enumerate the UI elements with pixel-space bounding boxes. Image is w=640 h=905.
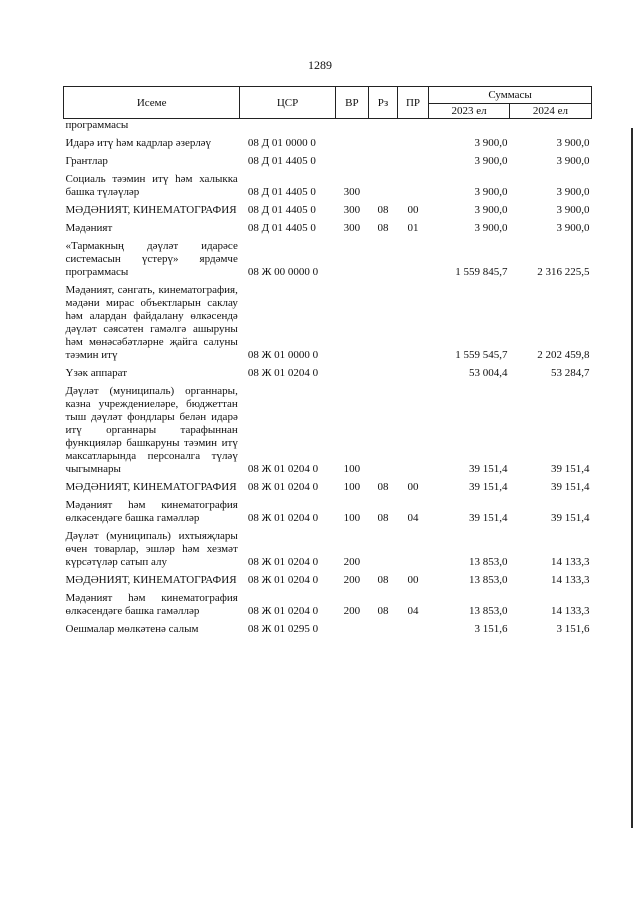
row-name: «Тармакның дәүләт идарәсе системасын үстерү» ярдәмче программасы	[65, 240, 238, 278]
row-vr: 300	[343, 222, 361, 234]
page-number: 1289	[308, 58, 332, 72]
row-vr	[335, 366, 368, 384]
row-name: Үзәк аппарат	[65, 367, 128, 379]
table-row	[64, 283, 592, 366]
table-row	[64, 136, 592, 154]
table-row	[64, 239, 592, 283]
header-year-2023: 2023 ел	[429, 104, 510, 119]
row-name: Грантлар	[65, 155, 108, 167]
row-csr: 08 Ж 01 0204 0	[247, 512, 319, 524]
row-sum-2023: 3 900,0	[474, 155, 508, 167]
row-name: Дәүләт (муниципаль) ихтыяҗлары өчен товарлар, эшләр һәм хезмәт күрсәтүләр сатып алу	[65, 530, 238, 568]
row-sum-2024: 39 151,4	[551, 481, 590, 493]
row-sum-2023: 3 900,0	[474, 186, 508, 198]
row-pr	[397, 136, 428, 154]
row-name: Мәдәният һәм кинематография өлкәсендәге башка гамәлләр	[65, 499, 238, 524]
row-pr	[397, 239, 428, 283]
header-sums: Суммасы	[429, 87, 592, 104]
row-sum-2024: 14 133,3	[551, 574, 590, 586]
table-row	[64, 384, 592, 480]
row-name: Идарә итү һәм кадрлар әзерләү	[65, 137, 212, 149]
row-pr	[397, 529, 428, 573]
header-vr: ВР	[335, 87, 368, 119]
row-csr: 08 Ж 00 0000 0	[247, 266, 319, 278]
row-vr: 100	[343, 463, 361, 475]
row-vr: 200	[343, 556, 361, 568]
row-sum-2024: 53 284,7	[551, 367, 590, 379]
row-pr: 00	[407, 574, 419, 586]
table-row	[64, 591, 592, 622]
table-row	[64, 172, 592, 203]
row-pr	[397, 172, 428, 203]
row-sum-2023: 3 900,0	[474, 137, 508, 149]
row-csr: 08 Д 01 4405 0	[247, 222, 316, 234]
table-row	[64, 529, 592, 573]
row-name: Мәдәният	[65, 222, 113, 234]
table-row	[64, 221, 592, 239]
row-rz	[368, 384, 397, 480]
row-csr: 08 Д 01 4405 0	[247, 186, 316, 198]
row-sum-2024: 2 202 459,8	[537, 349, 590, 361]
row-sum-2023: 39 151,4	[468, 463, 508, 475]
row-sum-2023: 3 900,0	[474, 222, 508, 234]
row-sum-2023	[429, 119, 510, 137]
header-csr: ЦСР	[240, 87, 335, 119]
row-name: Социаль тәэмин итү һәм халыкка башка түләүләр	[65, 173, 238, 198]
row-name: Мәдәният һәм кинематография өлкәсендәге башка гамәлләр	[65, 592, 238, 617]
row-rz	[368, 366, 397, 384]
row-csr: 08 Д 01 4405 0	[247, 204, 316, 216]
row-csr	[240, 119, 335, 137]
budget-table	[63, 86, 592, 640]
row-csr: 08 Ж 01 0204 0	[247, 481, 319, 493]
page-edge-line	[631, 128, 633, 828]
row-sum-2023: 13 853,0	[468, 605, 508, 617]
header-rz: Рз	[368, 87, 397, 119]
row-sum-2023: 39 151,4	[468, 481, 508, 493]
row-sum-2024: 39 151,4	[551, 512, 590, 524]
row-sum-2024: 3 900,0	[556, 155, 590, 167]
row-pr: 01	[407, 222, 419, 234]
row-sum-2023: 13 853,0	[468, 574, 508, 586]
row-sum-2023: 3 151,6	[474, 623, 508, 635]
row-sum-2024: 39 151,4	[551, 463, 590, 475]
row-sum-2024: 3 900,0	[556, 137, 590, 149]
table-body	[64, 119, 592, 641]
row-rz	[368, 239, 397, 283]
row-vr: 100	[343, 481, 361, 493]
row-sum-2024: 3 900,0	[556, 222, 590, 234]
row-sum-2024: 14 133,3	[551, 556, 590, 568]
table-row	[64, 573, 592, 591]
row-csr: 08 Ж 01 0204 0	[247, 574, 319, 586]
row-vr: 300	[343, 204, 361, 216]
row-vr	[335, 136, 368, 154]
row-vr: 200	[343, 574, 361, 586]
row-rz: 08	[377, 574, 389, 586]
row-sum-2023: 1 559 845,7	[455, 266, 508, 278]
row-pr	[397, 366, 428, 384]
row-csr: 08 Ж 01 0000 0	[247, 349, 319, 361]
row-pr	[397, 622, 428, 640]
row-rz	[368, 154, 397, 172]
row-name: Мәдәният, сәнгать, кинематография, мәдәни мирас объектларын саклау һәм алардан файдалану өлкәсендә дәүләт сәясәтен гамәлгә ашыруны һәм мөнәсәбәтләрне җайга салуны тәэмин итү	[65, 284, 238, 361]
row-csr: 08 Д 01 4405 0	[247, 155, 316, 167]
row-pr: 04	[407, 512, 419, 524]
table-row	[64, 622, 592, 640]
row-vr	[335, 239, 368, 283]
row-sum-2024: 3 151,6	[556, 623, 590, 635]
row-csr: 08 Д 01 0000 0	[247, 137, 316, 149]
row-rz: 08	[377, 204, 389, 216]
row-name: МӘДӘНИЯТ, КИНЕМАТОГРАФИЯ	[65, 574, 237, 586]
row-rz	[368, 529, 397, 573]
row-pr: 00	[407, 204, 419, 216]
row-sum-2024: 14 133,3	[551, 605, 590, 617]
row-rz	[368, 172, 397, 203]
row-sum-2023: 53 004,4	[468, 367, 508, 379]
row-rz: 08	[377, 222, 389, 234]
row-csr: 08 Ж 01 0204 0	[247, 605, 319, 617]
row-name: Дәүләт (муниципаль) органнары, казна учреждениеләре, бюджеттан тыш дәүләт фондлары белән идарә итү органнары тарафыннан функцияләр башкаруны тәэмин итү максатларында персоналга түләү чыгымнары	[65, 385, 238, 475]
row-rz: 08	[377, 512, 389, 524]
row-pr: 04	[407, 605, 419, 617]
row-sum-2023: 3 900,0	[474, 204, 508, 216]
row-rz	[368, 119, 397, 137]
row-pr	[397, 384, 428, 480]
row-name: МӘДӘНИЯТ, КИНЕМАТОГРАФИЯ	[65, 204, 237, 216]
row-vr: 200	[343, 605, 361, 617]
header-pr: ПР	[397, 87, 428, 119]
row-sum-2023: 1 559 545,7	[455, 349, 508, 361]
row-name: программасы	[65, 119, 129, 131]
row-vr	[335, 154, 368, 172]
row-csr: 08 Ж 01 0204 0	[247, 463, 319, 475]
row-pr	[397, 154, 428, 172]
row-name: МӘДӘНИЯТ, КИНЕМАТОГРАФИЯ	[65, 481, 237, 493]
row-pr	[397, 119, 428, 137]
row-rz: 08	[377, 605, 389, 617]
row-sum-2024: 3 900,0	[556, 186, 590, 198]
row-vr	[335, 283, 368, 366]
row-rz	[368, 283, 397, 366]
row-sum-2023: 13 853,0	[468, 556, 508, 568]
table-row	[64, 498, 592, 529]
table-row	[64, 366, 592, 384]
row-csr: 08 Ж 01 0204 0	[247, 556, 319, 568]
table-row	[64, 119, 592, 137]
row-rz	[368, 622, 397, 640]
table-row	[64, 480, 592, 498]
row-sum-2023: 39 151,4	[468, 512, 508, 524]
row-vr	[335, 622, 368, 640]
row-sum-2024: 2 316 225,5	[537, 266, 590, 278]
header-year-2024: 2024 ел	[509, 104, 591, 119]
row-rz: 08	[377, 481, 389, 493]
row-csr: 08 Ж 01 0295 0	[247, 623, 319, 635]
row-vr: 300	[343, 186, 361, 198]
row-name: Оешмалар мөлкәтенә салым	[65, 623, 199, 635]
table-row	[64, 203, 592, 221]
row-vr	[335, 119, 368, 137]
row-vr: 100	[343, 512, 361, 524]
header-name: Исеме	[64, 87, 240, 119]
row-sum-2024	[509, 119, 591, 137]
table-row	[64, 154, 592, 172]
row-sum-2024: 3 900,0	[556, 204, 590, 216]
row-pr	[397, 283, 428, 366]
row-csr: 08 Ж 01 0204 0	[247, 367, 319, 379]
row-pr: 00	[407, 481, 419, 493]
row-rz	[368, 136, 397, 154]
